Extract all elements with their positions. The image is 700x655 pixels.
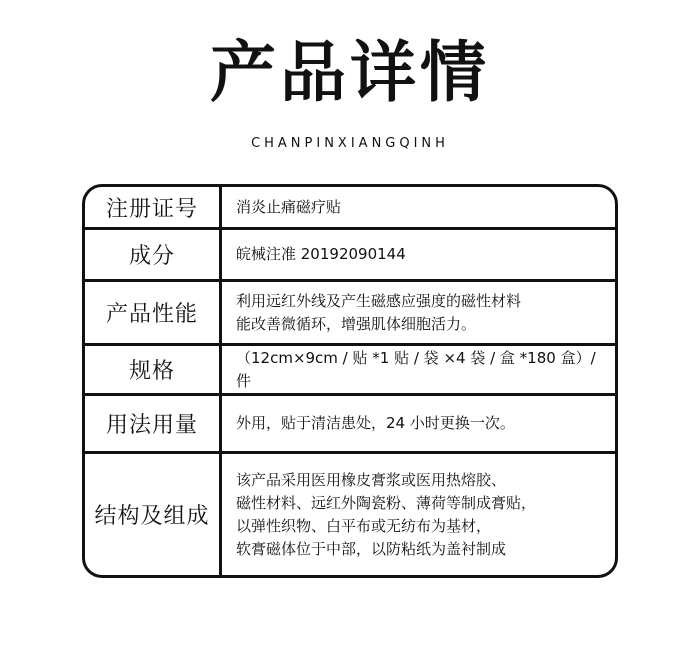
spec-value (222, 230, 615, 279)
product-spec-table (82, 184, 618, 578)
spec-value (222, 187, 615, 227)
spec-value-line: 软膏磁体位于中部，以防粘纸为盖衬制成 (236, 539, 507, 558)
spec-row-size (85, 346, 615, 396)
spec-value-line: （12cm×9cm / 贴 *1 贴 / 袋 ×4 袋 / 盒 *180 盒）/ 件 (236, 348, 596, 390)
spec-value (222, 396, 615, 451)
spec-row-ingredients (85, 230, 615, 282)
spec-label: 成分 (85, 230, 222, 279)
spec-value-line: 以弹性织物、白平布或无纺布为基材， (236, 516, 492, 535)
spec-value (222, 346, 615, 393)
page-subtitle: CHANPINXIANGQINH (251, 136, 449, 151)
spec-row-registration (85, 187, 615, 230)
spec-row-composition (85, 454, 615, 575)
spec-value (222, 282, 615, 343)
spec-value-line: 消炎止痛磁疗贴 (236, 197, 342, 216)
spec-value (222, 454, 615, 575)
spec-row-usage (85, 396, 615, 454)
spec-label: 用法用量 (85, 396, 222, 451)
spec-value-line: 皖械注准 20192090144 (236, 245, 406, 263)
spec-value-line: 磁性材料、远红外陶瓷粉、薄荷等制成膏贴， (236, 493, 537, 512)
page-title: 产品详情 (210, 34, 490, 111)
spec-label: 注册证号 (85, 187, 222, 227)
spec-label: 结构及组成 (85, 454, 222, 575)
spec-value-line: 外用，贴于清洁患处，24 小时更换一次。 (236, 414, 515, 432)
spec-label: 产品性能 (85, 282, 222, 343)
spec-row-performance (85, 282, 615, 346)
spec-value-line: 该产品采用医用橡皮膏浆或医用热熔胶、 (236, 470, 507, 489)
spec-label: 规格 (85, 346, 222, 393)
spec-value-line: 利用远红外线及产生磁感应强度的磁性材料 (236, 291, 522, 310)
spec-value-line: 能改善微循环，增强肌体细胞活力。 (236, 314, 477, 333)
